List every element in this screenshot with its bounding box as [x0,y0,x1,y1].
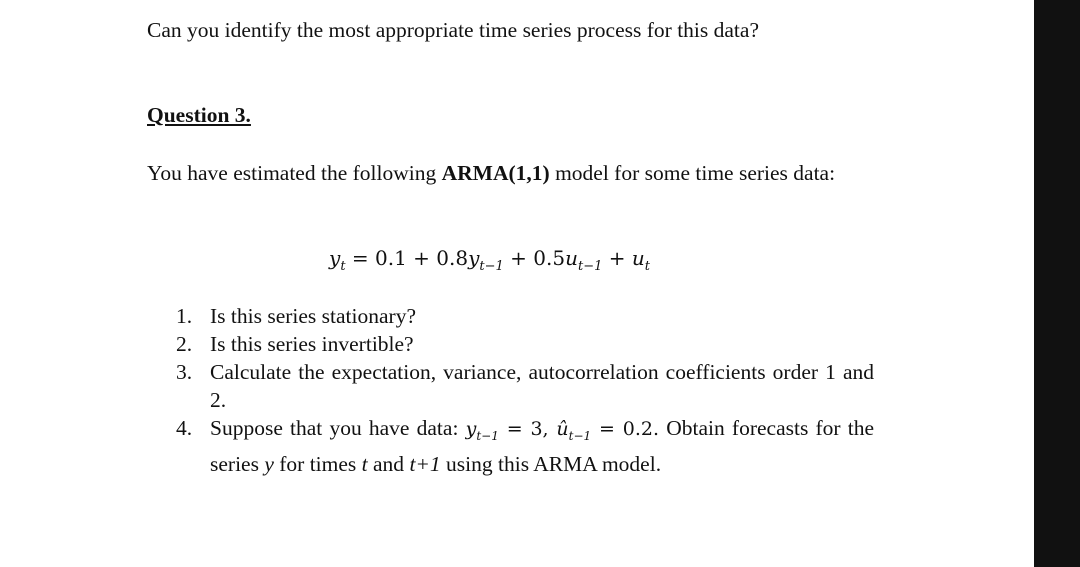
item-number: 3. [176,360,193,384]
question-list [176,302,874,478]
eq-part-2: + 0.5 [503,246,566,270]
math-y-val: = 3, [498,418,557,440]
intro-text: Can you identify the most appropriate time series process for this data? [147,18,759,42]
item-number: 2. [176,332,193,356]
item-text: Is this series invertible? [210,332,414,356]
eq-lhs-sub: t [340,259,346,274]
eq-u-sub: t−1 [577,259,603,274]
eq-u-var: u [565,246,578,270]
math-y-var: y [465,418,477,440]
item4-pre: Suppose that you have data: [210,416,459,440]
list-item [176,302,874,330]
and-text: and [373,451,405,476]
eq-y-sub: t−1 [479,259,504,274]
list-item [176,330,874,358]
math-u-val: = 0.2. [591,418,660,440]
question-paragraph [147,159,874,187]
item-number: 1. [176,304,193,328]
math-y-sub: t−1 [476,428,499,443]
list-item [176,358,874,414]
time-t: t [361,451,368,476]
time-t-plus-1: t+1 [409,451,441,476]
item4-mid: Obtain forecasts for the series [210,416,874,476]
item-number: 4. [176,416,193,440]
series-var: y [264,451,274,476]
item4-post: using this ARMA model. [446,451,662,476]
para-text-after: model for some time series data: [555,161,836,185]
eq-y-var: y [468,246,480,270]
viewer-side-bar [1034,0,1080,567]
list-item [176,414,874,478]
eq-ut-var: u [631,246,645,270]
eq-part-1: = 0.1 + 0.8 [345,246,469,270]
item-text: Is this series stationary? [210,304,416,328]
item-text [210,414,874,478]
para-text-before: You have estimated the following [147,161,437,185]
math-u-var: û [556,418,569,440]
eq-part-3: + [602,246,632,270]
model-name: ARMA(1,1) [441,161,550,185]
eq-ut-sub: t [644,259,650,274]
for-times-text: for times [279,451,357,476]
math-u-sub: t−1 [568,428,592,443]
data-y-value [465,418,660,443]
eq-lhs-var: y [329,246,341,270]
item-text: Calculate the expectation, variance, autocorrelation coefficients order 1 and 2. [210,360,874,412]
question-heading: Question 3. [147,103,251,127]
arma-equation [329,246,650,274]
